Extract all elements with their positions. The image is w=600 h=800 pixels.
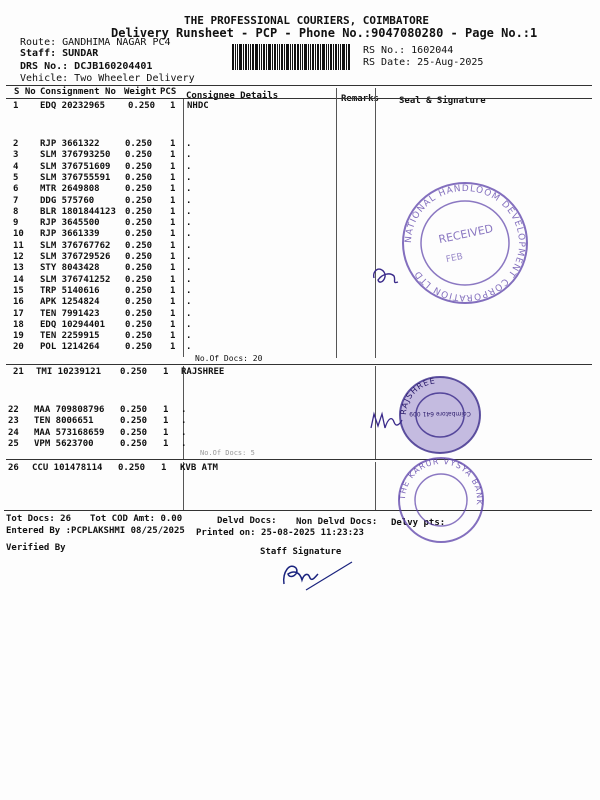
table-top-rule <box>6 85 592 86</box>
table-row: 11 SLM 376767762 0.250 1 . <box>13 240 192 251</box>
table-row: 1 EDQ 20232965 0.250 1 NHDC <box>13 101 209 111</box>
table-row: 6 MTR 2649808 0.250 1 . <box>13 184 192 195</box>
col-remarks: Remarks <box>341 94 379 104</box>
table-row: 3 SLM 376793250 0.250 1 . <box>13 150 192 161</box>
table-row: 2 RJP 3661322 0.250 1 . <box>13 139 192 149</box>
table-row: 18 EDQ 10294401 0.250 1 . <box>13 319 192 330</box>
vehicle-label: Vehicle: Two Wheeler Delivery <box>20 73 195 84</box>
table-row: 26 CCU 101478114 0.250 1 KVB ATM <box>8 463 218 473</box>
consignee-name: RAJSHREE <box>181 367 225 377</box>
docs-count: No.Of Docs: 20 <box>195 354 263 363</box>
col-weight: Weight <box>124 87 157 97</box>
staff-label: Staff: SUNDAR <box>20 48 99 59</box>
company-name: THE PROFESSIONAL COURIERS, COIMBATORE <box>184 14 430 27</box>
non-delivered-docs: Non Delvd Docs: <box>296 517 378 527</box>
col-seal: Seal & Signature <box>399 96 486 106</box>
table-row: 12 SLM 376729526 0.250 1 . <box>13 252 192 262</box>
table-row: 23 TEN 8006651 0.250 1 . <box>8 416 187 427</box>
delivery-signature-1 <box>370 262 402 292</box>
total-cod: Tot COD Amt: 0.00 <box>90 514 183 524</box>
staff-signature <box>276 554 356 594</box>
runsheet-title: Delivery Runsheet - PCP - Phone No.:9047080280 - Page No.:1 <box>111 26 538 40</box>
rs-number: RS No.: 1602044 <box>363 45 454 56</box>
table-row: 8 BLR 1801844123 0.250 1 . <box>13 206 192 217</box>
delivery-signature-2 <box>368 408 404 436</box>
table-row: 10 RJP 3661339 0.250 1 . <box>13 229 192 240</box>
staff-signature-label: Staff Signature <box>260 547 342 557</box>
kvb-seal-stamp <box>395 455 487 545</box>
svg-text:RECEIVED: RECEIVED <box>437 222 495 247</box>
printed-on: Printed on: 25-08-2025 11:23:23 <box>196 528 364 538</box>
rajshree-seal-stamp <box>395 375 485 455</box>
table-row: 5 SLM 376755591 0.250 1 . <box>13 172 192 183</box>
table-row: 21 TMI 10239121 0.250 1 RAJSHREE <box>13 367 225 377</box>
table-head-rule <box>6 98 592 99</box>
entered-by: Entered By :PCPLAKSHMI 08/25/2025 <box>6 526 185 536</box>
delivered-docs: Delvd Docs: <box>217 516 277 526</box>
table-row: 4 SLM 376751609 0.250 1 . <box>13 161 192 172</box>
col-pcs: PCS <box>160 87 177 97</box>
nhdc-seal-stamp <box>395 178 535 308</box>
col-consignee: Consignee Details <box>186 91 279 101</box>
table-row: 14 SLM 376741252 0.250 1 . <box>13 274 192 285</box>
rs-date: RS Date: 25-Aug-2025 <box>363 57 484 68</box>
consignee-name: NHDC <box>187 101 209 111</box>
table-row: 22 MAA 709808796 0.250 1 . <box>8 405 187 415</box>
table-row: 19 TEN 2259915 0.250 1 . <box>13 331 192 342</box>
svg-text:NATIONAL HANDLOOM DEVELOPMENT: NATIONAL HANDLOOM DEVELOPMENT CORPORATION LTD <box>403 183 527 303</box>
table-row: 24 MAA 573168659 0.250 1 . <box>8 427 187 438</box>
svg-text:RAJSHREE: RAJSHREE <box>398 376 437 416</box>
verified-by: Verified By <box>6 543 66 553</box>
table-row: 15 TRP 5140616 0.250 1 . <box>13 285 192 296</box>
svg-text:THE KARUR VYSYA BANK: THE KARUR VYSYA BANK <box>397 456 485 507</box>
col-sno: S No <box>14 87 36 97</box>
table-row: 16 APK 1254824 0.250 1 . <box>13 297 192 308</box>
table-row: 17 TEN 7991423 0.250 1 . <box>13 308 192 319</box>
table-row: 20 POL 1214264 0.250 1 . <box>13 342 192 353</box>
drs-number: DRS No.: DCJB160204401 <box>20 61 153 72</box>
table-row: 7 DDG 575760 0.250 1 . <box>13 195 192 206</box>
barcode-image <box>232 44 356 70</box>
table-row: 25 VPM 5623700 0.250 1 . <box>8 438 187 449</box>
total-docs: Tot Docs: 26 <box>6 514 72 524</box>
route-label: Route: GANDHIMA NAGAR PC4 <box>20 37 171 48</box>
table-row: 9 RJP 3645500 0.250 1 . <box>13 218 192 229</box>
svg-text:Coimbatore 641 009: Coimbatore 641 009 <box>409 410 471 417</box>
svg-text:FEB: FEB <box>445 251 464 266</box>
table-row: 13 STY 8043428 0.250 1 . <box>13 263 192 274</box>
delivery-points: Delvy pts: <box>391 518 446 528</box>
consignee-name: KVB ATM <box>180 463 218 473</box>
col-consignment: Consignment No <box>40 87 116 97</box>
